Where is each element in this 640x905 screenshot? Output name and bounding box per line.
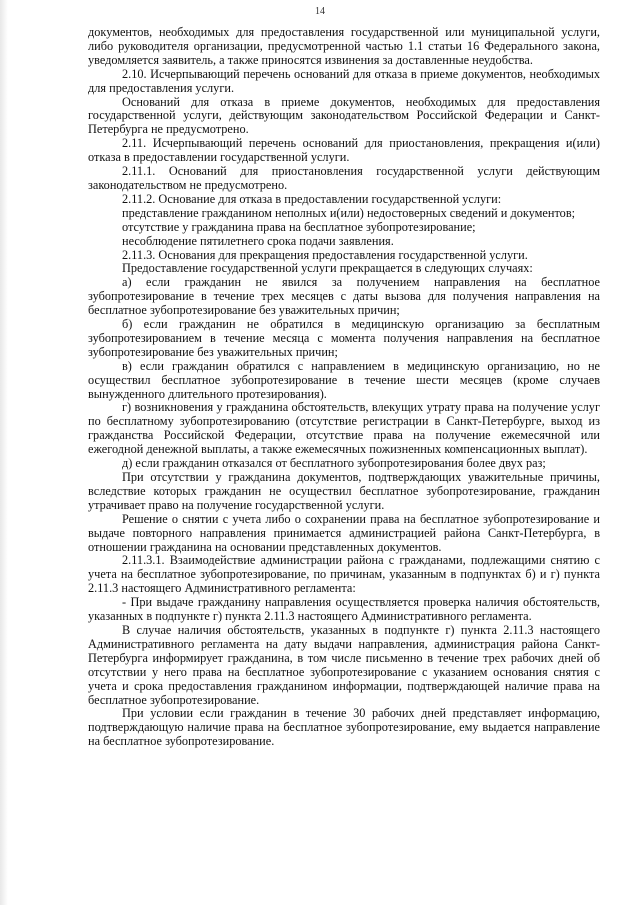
paragraph: В случае наличия обстоятельств, указанных в подпункте г) пункта 2.11.3 настоящего Административного регламента на дату выдачи направления, администрация района Санкт-Петербурга информирует гражданина, в том числе письменно в течение трех рабочих дней об отсутствии у него права на бесплатное зубопротезирование с указанием основания снятия с учета и срока предоставления гражданином информации, подтверждающей наличие права на бесплатное зубопротезирование.	[88, 622, 600, 707]
paragraph: а) если гражданин не явился за получением направления на бесплатное зубопротезирование в течение трех месяцев с даты вызова для получения направления на бесплатное зубопротезирование без уважительных причин;	[88, 275, 600, 318]
paragraph: в) если гражданин обратился с направлением в медицинскую организацию, но не осуществил бесплатное зубопротезирование в течение шести месяцев (кроме случаев вынужденного длительного протезирования).	[88, 358, 600, 401]
paragraph: представление гражданином неполных и(или) недостоверных сведений и документов;	[122, 205, 576, 220]
paragraph: 2.11.3. Основания для прекращения предоставления государственной услуги.	[122, 247, 528, 262]
paragraph: отсутствие у гражданина права на бесплатное зубопротезирование;	[122, 219, 476, 234]
paragraph: При отсутствии у гражданина документов, подтверждающих уважительные причины, вследствие которых гражданин не осуществил бесплатное зубопротезирование, гражданин утрачивает право на получение государственной услуги.	[88, 470, 600, 512]
paragraph: г) возникновения у гражданина обстоятельств, влекущих утрату права на получение услуг по бесплатному зубопротезированию (отсутствие регистрации в Санкт-Петербурге, выход из гражданства Российской Федерации, отсутствие права на получение ежемесячной или ежегодной денежной выплаты, а также ежемесячных пожизненных компенсационных выплат).	[88, 400, 600, 457]
paragraph: д) если гражданин отказался от бесплатного зубопротезирования более двух раз;	[122, 456, 546, 471]
paragraph: При условии если гражданин в течение 30 рабочих дней представляет информацию, подтверждающую наличие права на бесплатное зубопротезирование, ему выдается направление на бесплатное зубопротезирование.	[88, 706, 600, 749]
paragraph: - При выдаче гражданину направления осуществляется проверка наличия обстоятельств, указанных в подпункте г) пункта 2.11.3 настоящего Административного регламента.	[88, 595, 600, 624]
paragraph: Оснований для отказа в приеме документов, необходимых для предоставления государственной услуги, действующим законодательством Российской Федерации и Санкт-Петербурга не предусмотрено.	[88, 94, 600, 137]
paragraph: 2.11.1. Оснований для приостановления государственной услуги действующим законодательством не предусмотрено.	[88, 164, 600, 192]
document-body	[88, 26, 600, 749]
page-number: 14	[315, 6, 325, 17]
paragraph: 2.10. Исчерпывающий перечень оснований для отказа в приеме документов, необходимых для предоставления услуги.	[88, 66, 600, 95]
paragraph: б) если гражданин не обратился в медицинскую организацию за бесплатным зубопротезированием в течение месяца с момента получения направления на бесплатное зубопротезирование без уважительных причин;	[88, 317, 600, 359]
paragraph: 2.11.2. Основание для отказа в предоставлении государственной услуги:	[122, 191, 502, 206]
paragraph: 2.11. Исчерпывающий перечень оснований для приостановления, прекращения и(или) отказа в предоставлении государственной услуги.	[88, 136, 600, 165]
paragraph: документов, необходимых для предоставления государственной или муниципальной услуги, либо руководителя организации, предусмотренной частью 1.1 статьи 16 Федерального закона, уведомляется заявитель, а также приносятся извинения за доставленные неудобства.	[88, 25, 600, 67]
paragraph: 2.11.3.1. Взаимодействие администрации района с гражданами, подлежащими снятию с учета на бесплатное зубопротезирование, по причинам, указанным в подпунктах б) и г) пункта 2.11.3 настоящего Административного регламента:	[88, 553, 600, 596]
paragraph: Решение о снятии с учета либо о сохранении права на бесплатное зубопротезирование и выдаче повторного направления принимается администрацией района Санкт-Петербурга, в отношении гражданина на основании представленных документов.	[88, 511, 600, 554]
paragraph: Предоставление государственной услуги прекращается в следующих случаях:	[122, 261, 533, 276]
paragraph: несоблюдение пятилетнего срока подачи заявления.	[122, 233, 394, 248]
scan-edge-shadow	[0, 0, 8, 905]
